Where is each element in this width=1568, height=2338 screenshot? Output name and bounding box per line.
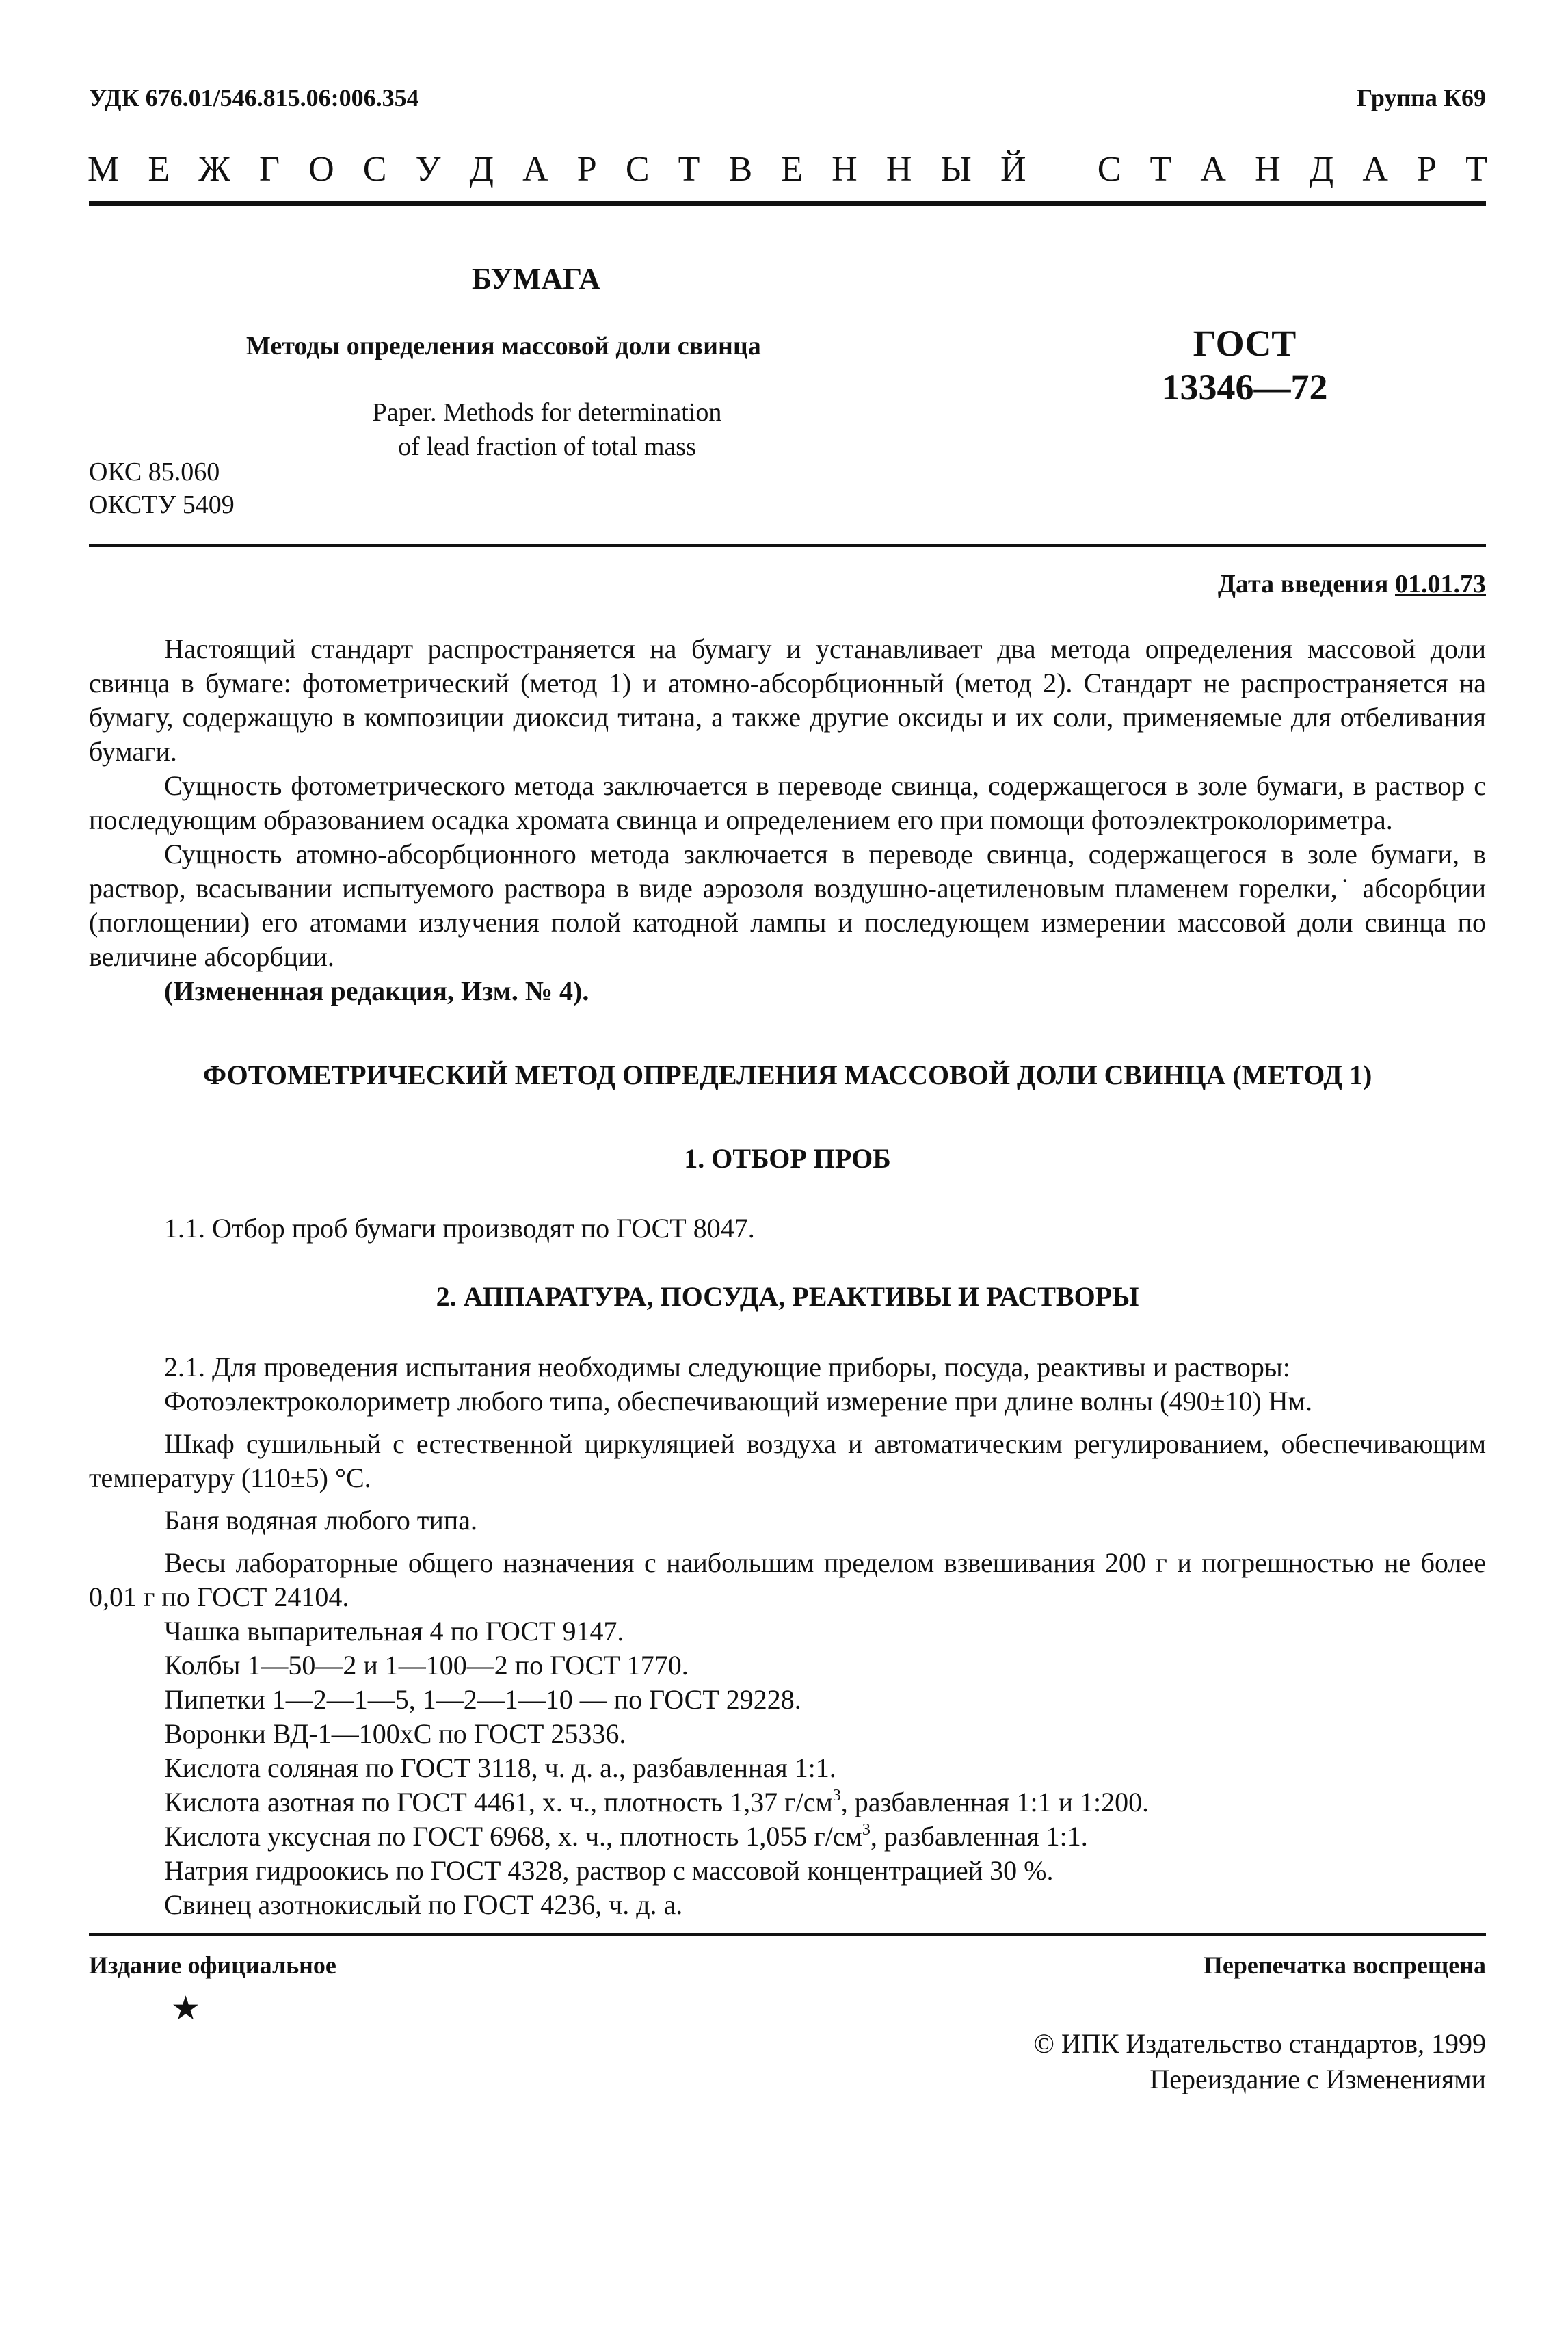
- banner-letter: С: [362, 150, 387, 189]
- item-photocolorimeter: Фотоэлектроколориметр любого типа, обеспечивающий измерение при длине волны (490±10) Нм.: [164, 1386, 1312, 1417]
- banner-word-gap: [1055, 149, 1069, 190]
- gost-number: [1121, 321, 1368, 409]
- reissue-line: Переиздание с Изменениями: [1150, 2064, 1486, 2094]
- banner-letter: С: [625, 150, 650, 189]
- footer-rule: [89, 1933, 1486, 1936]
- oks-code: ОКС 85.060: [89, 458, 220, 486]
- banner-letter: Ы: [940, 150, 972, 189]
- item-lead-nitrate: Свинец азотнокислый по ГОСТ 4236, ч. д. а.: [164, 1889, 683, 1920]
- banner-letter: Й: [1000, 150, 1026, 189]
- header-rule: [89, 201, 1486, 206]
- interstate-standard-banner: [88, 149, 1487, 190]
- item-nitric-acid-dilution: , разбавленная 1:1 и 1:200.: [840, 1787, 1150, 1817]
- item-acetic-acid: [89, 1820, 1486, 1854]
- banner-letter: Р: [1417, 150, 1437, 189]
- publisher-info: [1034, 2026, 1486, 2097]
- banner-letter: Т: [1465, 150, 1487, 189]
- item-hydrochloric-acid: Кислота соляная по ГОСТ 3118, ч. д. а., разбавленная 1:1.: [164, 1752, 836, 1783]
- item-funnels: Воронки ВД-1—100хС по ГОСТ 25336.: [164, 1718, 626, 1749]
- method-title-en: [328, 395, 766, 464]
- gost-label: ГОСТ: [1193, 323, 1297, 364]
- method-title-ru: Методы определения массовой доли свинца: [246, 332, 761, 360]
- item-drying-oven: Шкаф сушильный с естественной циркуляцией воздуха и автоматическим регулированием, обеспечивающим температуру (110±5) °С.: [89, 1428, 1486, 1493]
- reprint-prohibited: Перепечатка воспрещена: [1203, 1952, 1486, 1979]
- cube-superscript: 3: [862, 1821, 871, 1839]
- banner-letter: В: [728, 150, 753, 189]
- item-lab-scales: Весы лабораторные общего назначения с наибольшим пределом взвешивания 200 г и погрешностью не более 0,01 г по ГОСТ 24104.: [89, 1547, 1486, 1612]
- item-acetic-acid-text: Кислота уксусная по ГОСТ 6968, х. ч., плотность 1,055 г/см: [164, 1821, 862, 1852]
- method-title-en-line2: of lead fraction of total mass: [398, 432, 696, 461]
- item-pipettes: Пипетки 1—2—1—5, 1—2—1—10 — по ГОСТ 29228.: [164, 1684, 801, 1715]
- banner-letter: А: [522, 150, 548, 189]
- title-rule: [89, 544, 1486, 547]
- banner-letter: Д: [1309, 150, 1334, 189]
- banner-letter: А: [1362, 150, 1388, 189]
- intro-section: [89, 632, 1486, 1008]
- banner-letter: Г: [258, 150, 280, 189]
- clause-1-1: 1.1. Отбор проб бумаги производят по ГОСТ 8047.: [164, 1213, 755, 1244]
- item-evaporating-cup: Чашка выпарительная 4 по ГОСТ 9147.: [164, 1616, 624, 1646]
- udk-code: УДК 676.01/546.815.06:006.354: [89, 84, 419, 111]
- introduction-date-label: Дата введения: [1217, 570, 1389, 599]
- item-water-bath: Баня водяная любого типа.: [164, 1505, 477, 1536]
- item-acetic-acid-dilution: , разбавленная 1:1.: [870, 1821, 1088, 1852]
- intro-amendment-note: (Измененная редакция, Изм. № 4).: [164, 975, 589, 1006]
- clause-2-1: 2.1. Для проведения испытания необходимы следующие приборы, посуда, реактивы и растворы:: [164, 1352, 1290, 1382]
- introduction-date-value: 01.01.73: [1395, 570, 1486, 599]
- cube-superscript: 3: [832, 1787, 841, 1804]
- subject-title: БУМАГА: [472, 262, 601, 295]
- banner-letter: Ж: [198, 150, 230, 189]
- section2-heading: 2. АППАРАТУРА, ПОСУДА, РЕАКТИВЫ И РАСТВОРЫ: [436, 1281, 1139, 1312]
- intro-paragraph-photometric: Сущность фотометрического метода заключается в переводе свинца, содержащегося в золе бумаги, в раствор с последующим образованием осадка хромата свинца и определением его при помощи фотоэлектроколориметра.: [89, 770, 1486, 835]
- group-code: Группа К69: [1357, 84, 1486, 111]
- item-sodium-hydroxide: Натрия гидроокись по ГОСТ 4328, раствор с массовой концентрацией 30 %.: [164, 1855, 1054, 1886]
- banner-letter: Н: [1255, 150, 1281, 189]
- introduction-date: [1218, 569, 1486, 599]
- item-flasks: Колбы 1—50—2 и 1—100—2 по ГОСТ 1770.: [164, 1650, 689, 1681]
- banner-letter: Д: [469, 150, 494, 189]
- method-title-en-line1: Paper. Methods for determination: [372, 398, 722, 427]
- banner-letter: Н: [886, 150, 912, 189]
- banner-letter: О: [308, 150, 334, 189]
- method1-heading: ФОТОМЕТРИЧЕСКИЙ МЕТОД ОПРЕДЕЛЕНИЯ МАССОВОЙ ДОЛИ СВИНЦА (МЕТОД 1): [202, 1060, 1372, 1090]
- banner-letter: Е: [148, 150, 170, 189]
- banner-letter: Е: [781, 150, 803, 189]
- item-nitric-acid: [89, 1785, 1486, 1820]
- okstu-code: ОКСТУ 5409: [89, 490, 235, 519]
- banner-letter: Т: [1150, 150, 1172, 189]
- section1-heading: 1. ОТБОР ПРОБ: [684, 1143, 891, 1174]
- banner-letter: Т: [678, 150, 700, 189]
- classification-codes: [89, 456, 235, 521]
- copyright-line: © ИПК Издательство стандартов, 1999: [1033, 2028, 1486, 2059]
- banner-letter: М: [88, 150, 120, 189]
- banner-letter: Н: [832, 150, 858, 189]
- banner-letter: У: [415, 150, 441, 189]
- star-icon: ★: [171, 1991, 201, 2027]
- banner-letter: А: [1200, 150, 1226, 189]
- official-edition: Издание официальное: [89, 1952, 336, 1979]
- item-nitric-acid-text: Кислота азотная по ГОСТ 4461, х. ч., плотность 1,37 г/см: [164, 1787, 833, 1817]
- banner-letter: С: [1097, 150, 1121, 189]
- banner-letter: Р: [576, 150, 597, 189]
- intro-paragraph-scope: Настоящий стандарт распространяется на бумагу и устанавливает два метода определения массовой доли свинца в бумаге: фотометрический (метод 1) и атомно-абсорбционный (метод 2). Стандарт не распространяется на бумагу, содержащую в композиции диоксид титана, а также другие оксиды и их соли, применяемые для отбеливания бумаги.: [89, 633, 1486, 767]
- equipment-list: [89, 1350, 1486, 1922]
- gost-code: 13346—72: [1161, 367, 1328, 408]
- intro-paragraph-atomic: Сущность атомно-абсорбционного метода заключается в переводе свинца, содержащегося в золе бумаги, в раствор, всасывании испытуемого раствора в виде аэрозоля воздушно-ацетиленовым пламенем горелки,˙ абсорбции (поглощении) его атомами излучения полой катодной лампы и последующем измерении массовой доли свинца по величине абсорбции.: [89, 839, 1486, 972]
